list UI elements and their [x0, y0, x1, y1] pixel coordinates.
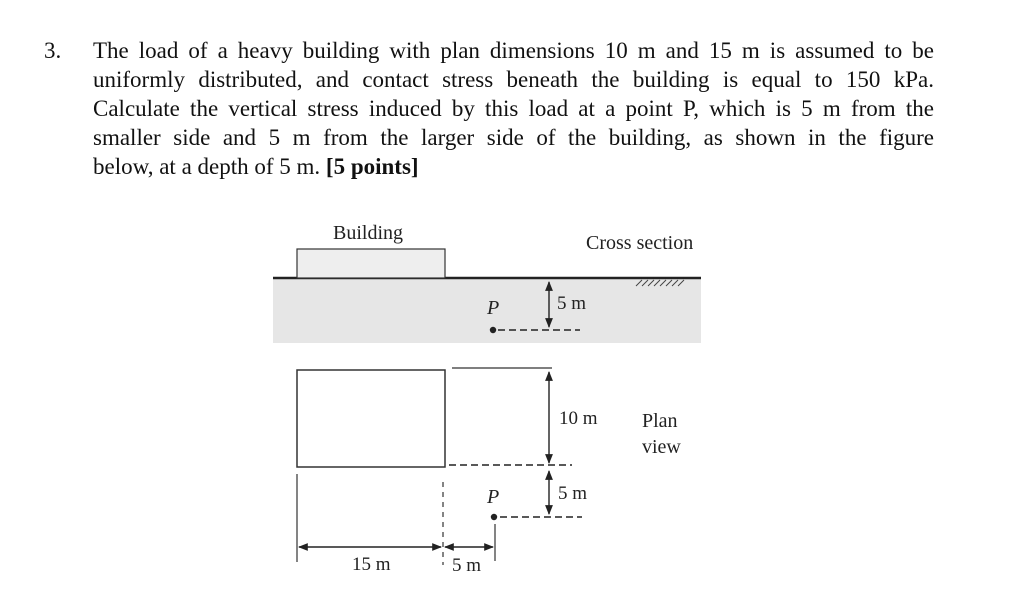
question-line-1: The load of a heavy building with plan dimensions 10 m and 15 m is assumed to be [93, 38, 934, 63]
question-line-4: smaller side and 5 m from the larger side of the building, as shown in the figure [93, 125, 934, 150]
question-line-3: Calculate the vertical stress induced by this load at a point P, which is 5 m from the [93, 96, 934, 121]
point-p-section-marker [490, 327, 496, 333]
cross-section-label: Cross section [586, 232, 694, 254]
point-p-plan-marker [491, 514, 497, 520]
building-label: Building [333, 222, 404, 244]
point-p-plan-label: P [487, 486, 500, 508]
points-label: [5 points] [325, 154, 419, 179]
dim-10m-label: 10 m [559, 408, 598, 429]
plan-view-label-2: view [642, 436, 681, 458]
dim-5m-horizontal-label: 5 m [452, 555, 482, 576]
question-line-2: uniformly distributed, and contact stress beneath the building is equal to 150 kPa. [93, 67, 934, 92]
building-plan [297, 370, 445, 467]
cross-section [273, 222, 701, 343]
question-line-5-text: below, at a depth of 5 m. [93, 154, 321, 179]
plan-view-label-1: Plan [642, 410, 678, 432]
building-section [297, 249, 445, 278]
dim-15m-label: 15 m [352, 554, 391, 575]
point-p-section-label: P [487, 297, 500, 319]
plan-view [297, 368, 681, 576]
dim-5m-vertical-label: 5 m [558, 483, 588, 504]
question-number: 3. [44, 38, 62, 63]
depth-dimension-label: 5 m [557, 293, 587, 314]
